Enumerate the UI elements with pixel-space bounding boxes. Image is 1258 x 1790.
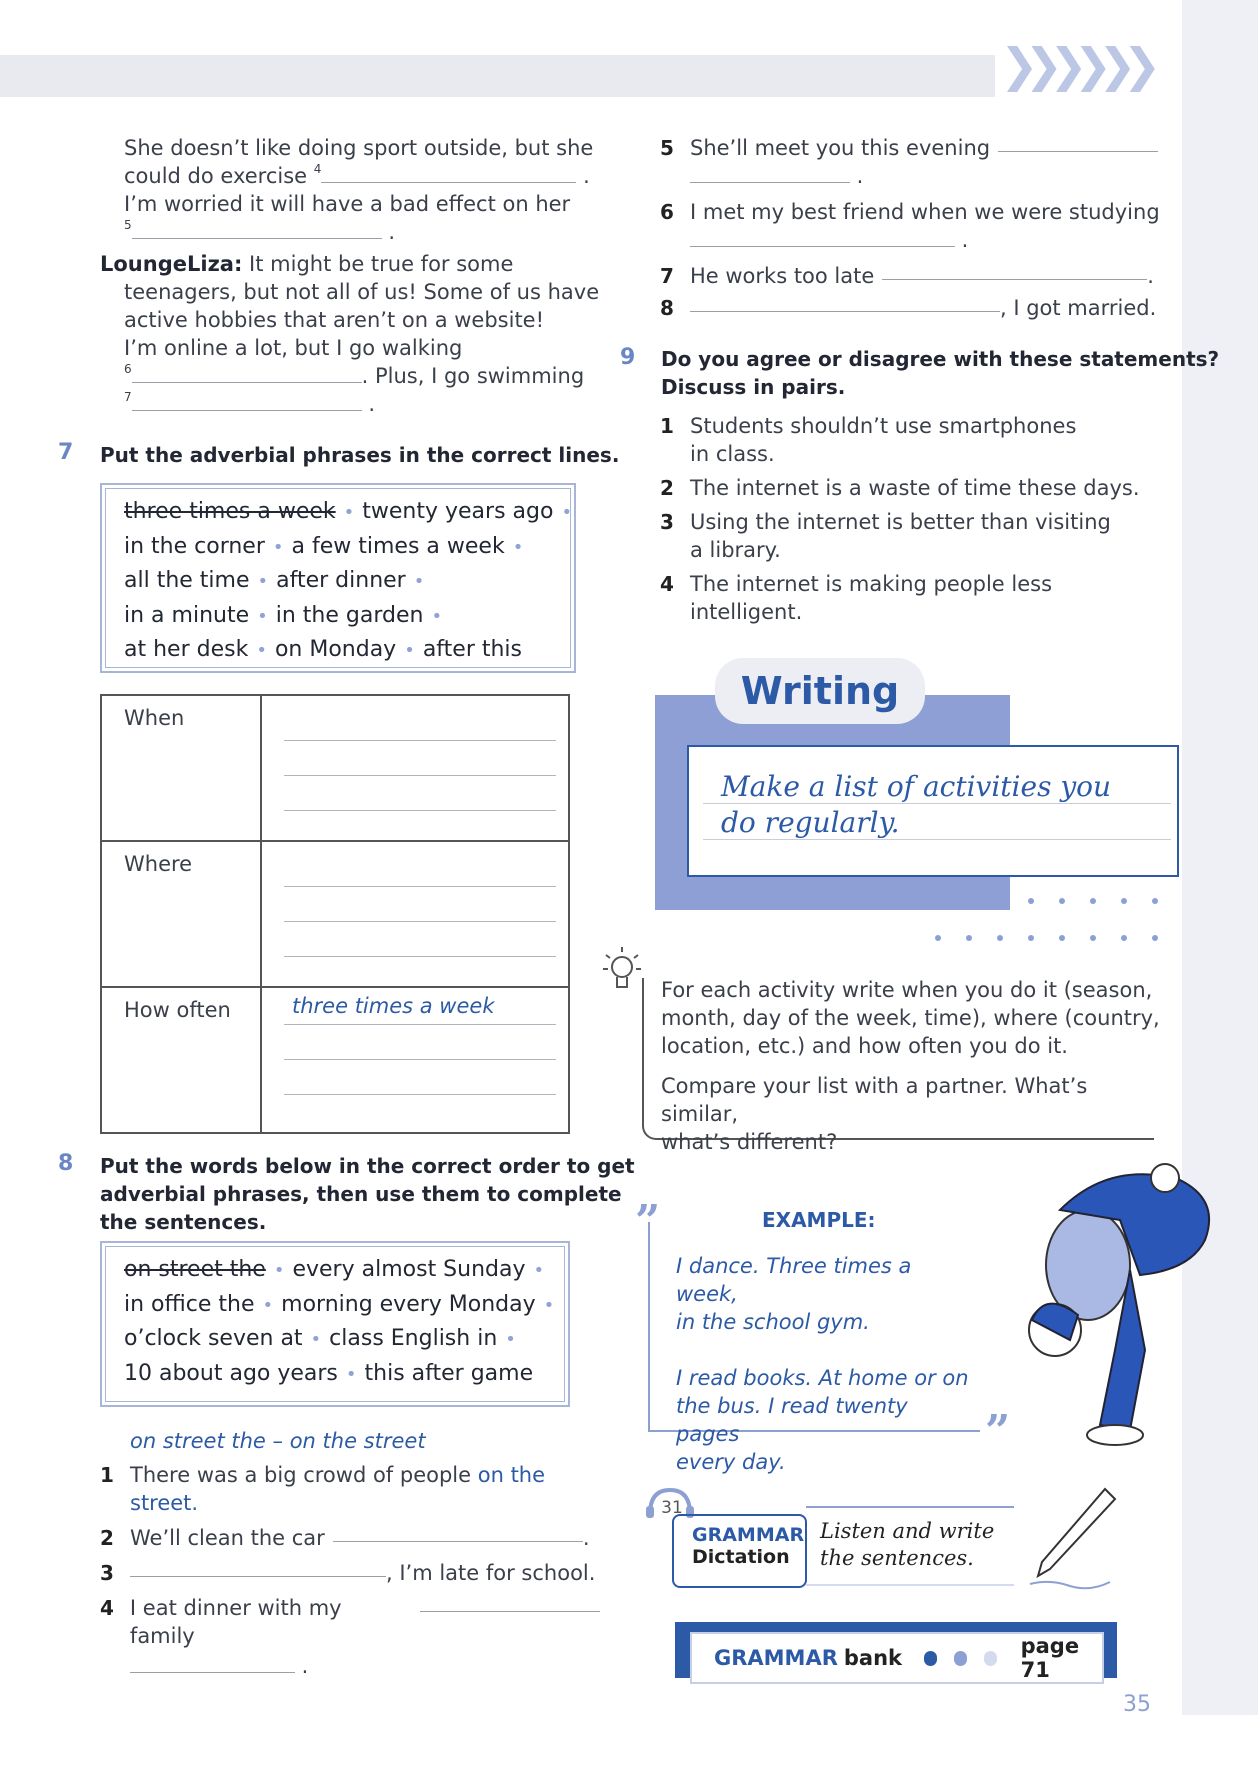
example-line: every day.	[676, 1450, 786, 1474]
statement-number: 1	[660, 414, 674, 438]
sentence-continuation: .	[660, 162, 1160, 190]
statement-text	[690, 412, 1076, 468]
answer-blank[interactable]	[420, 1594, 600, 1612]
statement-line: a library.	[690, 538, 781, 562]
statement-number: 2	[660, 476, 674, 500]
statement-line: in class.	[690, 442, 775, 466]
forum-line: She doesn’t like doing sport outside, but she	[124, 136, 594, 160]
answer-blank[interactable]	[132, 221, 382, 239]
sentence-list	[100, 1461, 600, 1680]
phrase-item: this after game	[364, 1360, 534, 1386]
gap-number: 6	[124, 362, 132, 376]
sentence-number: 8	[660, 296, 674, 320]
categories-table	[100, 694, 570, 1134]
statement-item	[660, 570, 1160, 626]
dictation-label-bottom: Dictation	[692, 1546, 790, 1568]
row-label-how-often: How often	[124, 998, 231, 1022]
answer-line[interactable]	[284, 741, 556, 776]
sentence-number: 5	[660, 136, 674, 160]
example-line: I dance. Three times a week,	[676, 1254, 912, 1306]
sentence-continuation: .	[100, 1652, 600, 1680]
grammar-bank-bank: bank	[843, 1646, 903, 1670]
statement-text: The internet is a waste of time these days.	[690, 476, 1140, 500]
phrase-item: in the garden	[275, 602, 424, 628]
phrase-box	[100, 483, 576, 673]
answer-line[interactable]	[284, 922, 556, 957]
phrase-item: in a minute	[124, 602, 250, 628]
page-number: 35	[1123, 1692, 1151, 1717]
answer-blank[interactable]	[690, 165, 850, 183]
example-answer: three times a week	[292, 994, 495, 1018]
phrase-item: class English in	[329, 1326, 498, 1351]
answer-blank[interactable]	[998, 134, 1158, 152]
instruction-line: Put the words below in the correct order to get	[100, 1154, 635, 1178]
sentence-continuation: .	[660, 226, 1160, 254]
answer-blank[interactable]	[321, 165, 576, 183]
phrase-item: a few times a week	[291, 533, 505, 559]
phrase-row: in a minute • in the garden •	[124, 602, 443, 628]
phrase-row: in office the • morning every Monday •	[124, 1291, 555, 1317]
phrase-item: in the corner	[124, 533, 265, 559]
forum-line: $^7$ .	[124, 390, 375, 416]
writing-task	[721, 769, 1111, 841]
table-cell-answers	[261, 987, 569, 1133]
answer-blank[interactable]	[882, 262, 1147, 280]
speaker-name: LoungeLiza:	[100, 252, 243, 276]
statement-line: Using the internet is better than visiting	[690, 510, 1111, 534]
exercise-instruction	[661, 345, 1219, 401]
sentence-number: 2	[100, 1526, 114, 1550]
exercise-number: 7	[58, 440, 74, 465]
phrase-item: o’clock seven at	[124, 1326, 303, 1351]
statement-item	[660, 474, 1160, 502]
header-band	[0, 55, 995, 97]
statement-item	[660, 412, 1160, 468]
forum-line: could do exercise $^4$ .	[124, 162, 590, 188]
phrase-item: after dinner	[276, 568, 406, 593]
phrase-item: all the time	[124, 568, 250, 593]
level-dot-filled-icon	[924, 1651, 937, 1666]
statement-item	[660, 508, 1160, 564]
sentence-text: We’ll clean the car	[130, 1526, 325, 1550]
phrase-item: 10 about ago years	[124, 1360, 338, 1386]
table-cell-label	[101, 987, 261, 1133]
writing-task-box	[687, 745, 1179, 877]
tip-line: location, etc.) and how often you do it.	[661, 1034, 1068, 1058]
answer-blank[interactable]	[333, 1524, 583, 1542]
phrase-row: 10 about ago years • this after game	[124, 1360, 534, 1386]
forum-line-text: . Plus, I go swimming	[361, 364, 585, 388]
grammar-bank-grammar: GRAMMAR	[714, 1646, 838, 1670]
instruction-line: Discuss in pairs.	[661, 375, 846, 399]
gap-number: 7	[124, 390, 132, 404]
forum-line	[100, 362, 600, 390]
sentence-text: I met my best friend when we were studying	[690, 200, 1160, 224]
phrase-box-inner	[105, 488, 571, 668]
track-number: 31	[661, 1498, 683, 1518]
grammar-bank-link[interactable]	[690, 1632, 1104, 1684]
exercise-instruction	[100, 1152, 635, 1236]
example-text	[676, 1252, 976, 1476]
dictation-badge[interactable]	[672, 1514, 807, 1588]
example-line: I read books. At home or on	[676, 1366, 969, 1390]
dot-decoration	[1028, 889, 1183, 908]
gap-number: 4	[313, 162, 322, 176]
statement-list	[660, 412, 1160, 626]
tip-line: what’s different?	[661, 1130, 838, 1154]
person-stretching-illustration	[990, 1150, 1220, 1450]
close-quote-icon: ”	[985, 1406, 1011, 1457]
forum-text	[124, 134, 594, 246]
sentence-part: There was a big crowd of people	[130, 1463, 472, 1487]
scrambled-words-box	[100, 1241, 570, 1407]
answer-line[interactable]	[284, 1060, 556, 1095]
sentence-text	[130, 1461, 545, 1517]
writing-task-line: do regularly.	[721, 806, 900, 839]
table-cell-label	[101, 695, 261, 841]
answer-blank[interactable]	[132, 393, 362, 411]
sentence-item	[660, 134, 1160, 162]
answer-text: on the	[477, 1463, 546, 1487]
phrase-row: at her desk • on Monday • after this	[124, 637, 523, 662]
forum-post-liza	[100, 250, 600, 418]
example-line: in the school gym.	[676, 1310, 870, 1334]
answer-line[interactable]	[284, 887, 556, 922]
phrase-item: in office the	[124, 1291, 255, 1317]
sentence-text: I eat dinner with my family	[129, 1596, 342, 1648]
sentence-text: , I’m late for school.	[386, 1561, 596, 1585]
answer-blank[interactable]	[130, 1655, 295, 1673]
tip-text	[661, 976, 1161, 1156]
forum-line: I’m worried it will have a bad effect on her	[124, 192, 571, 216]
statement-line: Students shouldn’t use smartphones	[690, 414, 1077, 438]
sentence-text: She’ll meet you this evening	[690, 136, 991, 160]
sentence-number: 1	[100, 1463, 114, 1487]
dictation-task-line: the sentences.	[820, 1546, 974, 1570]
phrase-item: on street the	[124, 1257, 266, 1282]
statement-line: The internet is making people less	[690, 572, 1053, 596]
example-label: EXAMPLE:	[762, 1208, 876, 1232]
statement-text	[690, 508, 1111, 564]
dictation-task	[806, 1508, 1014, 1572]
forum-line-text: It might be true for some	[249, 252, 514, 276]
sentence-item: 7 He works too late .	[660, 264, 1154, 288]
forum-line: active hobbies that aren’t on a website!	[124, 308, 545, 332]
forum-line: teenagers, but not all of us! Some of us have	[124, 280, 600, 304]
answer-blank[interactable]	[132, 365, 362, 383]
exercise-instruction: Put the adverbial phrases in the correct lines.	[100, 443, 620, 467]
tip-line: For each activity write when you do it (season,	[661, 978, 1153, 1002]
answer-line[interactable]	[284, 852, 556, 887]
level-dot-light-icon	[984, 1651, 997, 1666]
answer-blank[interactable]	[690, 294, 1000, 312]
dictation-label-top: GRAMMAR	[692, 1524, 805, 1546]
sentence-item	[660, 198, 1160, 226]
phrase-item: after this	[422, 637, 523, 662]
grammar-bank-page: page 71	[1020, 1634, 1080, 1682]
answer-line	[284, 992, 556, 1025]
instruction-line: adverbial phrases, then use them to complete	[100, 1182, 622, 1206]
exercise-number: 9	[620, 345, 636, 370]
tip-line: Compare your list with a partner. What’s similar,	[661, 1074, 1088, 1126]
answer-text: street.	[130, 1491, 199, 1515]
forum-line-text: could do exercise	[124, 164, 308, 188]
table-cell-label	[101, 841, 261, 987]
chevron-decoration-icon: ❯❯❯❯❯❯	[1000, 38, 1148, 92]
forum-line: I’m online a lot, but I go walking	[124, 336, 463, 360]
phrase-row: all the time • after dinner •	[124, 568, 425, 593]
dictation-task-box	[806, 1506, 1014, 1586]
example-line: on street the – on the street	[130, 1429, 426, 1453]
phrase-row: o’clock seven at • class English in •	[124, 1326, 516, 1351]
sentence-item: 2 We’ll clean the car .	[100, 1526, 590, 1550]
level-dot-medium-icon	[954, 1651, 967, 1666]
table-cell-answers	[261, 841, 569, 987]
sentence-number: 4	[100, 1596, 114, 1620]
forum-line	[100, 250, 600, 278]
gap-number: 5	[124, 218, 132, 232]
sentence-number: 6	[660, 200, 674, 224]
table-cell-answers	[261, 695, 569, 841]
dictation-task-line: Listen and write	[820, 1519, 995, 1543]
phrase-item: on Monday	[274, 637, 397, 662]
answer-line[interactable]	[284, 1025, 556, 1060]
sentence-list-continued	[660, 134, 1160, 322]
lightbulb-icon	[602, 945, 642, 1005]
sentence-item	[660, 294, 1160, 322]
row-label-where: Where	[124, 852, 193, 876]
tip-line: month, day of the week, time), where (country,	[661, 1006, 1160, 1030]
phrase-item: morning every Monday	[281, 1291, 536, 1317]
phrase-item: at her desk	[124, 637, 249, 662]
sentence-number: 3	[100, 1561, 114, 1585]
statement-number: 4	[660, 572, 674, 596]
sentence-item	[100, 1461, 600, 1517]
dot-decoration	[935, 926, 1183, 945]
answer-line[interactable]	[284, 776, 556, 811]
sentence-item	[100, 1594, 600, 1650]
example-line: the bus. I read twenty pages	[676, 1394, 908, 1446]
writing-task-line: Make a list of activities you	[721, 770, 1112, 803]
pen-icon	[1020, 1484, 1120, 1594]
statement-line: intelligent.	[690, 600, 803, 624]
writing-title: Writing	[740, 669, 900, 713]
sentence-item	[100, 1559, 600, 1587]
phrase-item: every almost Sunday	[292, 1257, 526, 1282]
instruction-line: the sentences.	[100, 1210, 267, 1234]
statement-number: 3	[660, 510, 674, 534]
answer-blank[interactable]	[690, 229, 955, 247]
sentence-text: He works too late	[690, 264, 875, 288]
sentence-text: , I got married.	[1000, 296, 1157, 320]
phrase-item: three times a week	[124, 499, 336, 524]
phrase-row: three times a week • twenty years ago •	[124, 499, 573, 524]
answer-blank[interactable]	[130, 1559, 386, 1577]
instruction-line: Do you agree or disagree with these statements?	[661, 347, 1220, 371]
writing-title-badge	[715, 658, 925, 724]
forum-line: $^5$ .	[124, 218, 395, 244]
answer-line[interactable]	[284, 706, 556, 741]
open-quote-icon: ”	[635, 1196, 661, 1247]
phrase-item: twenty years ago	[362, 499, 554, 524]
row-label-when: When	[124, 706, 185, 730]
sentence-number: 7	[660, 264, 674, 288]
statement-text	[690, 570, 1052, 626]
phrase-row: on street the • every almost Sunday •	[124, 1257, 545, 1282]
phrase-row: in the corner • a few times a week •	[124, 533, 524, 559]
exercise-number: 8	[58, 1151, 74, 1176]
phrase-box-inner	[105, 1246, 565, 1402]
side-band	[1182, 0, 1258, 1715]
